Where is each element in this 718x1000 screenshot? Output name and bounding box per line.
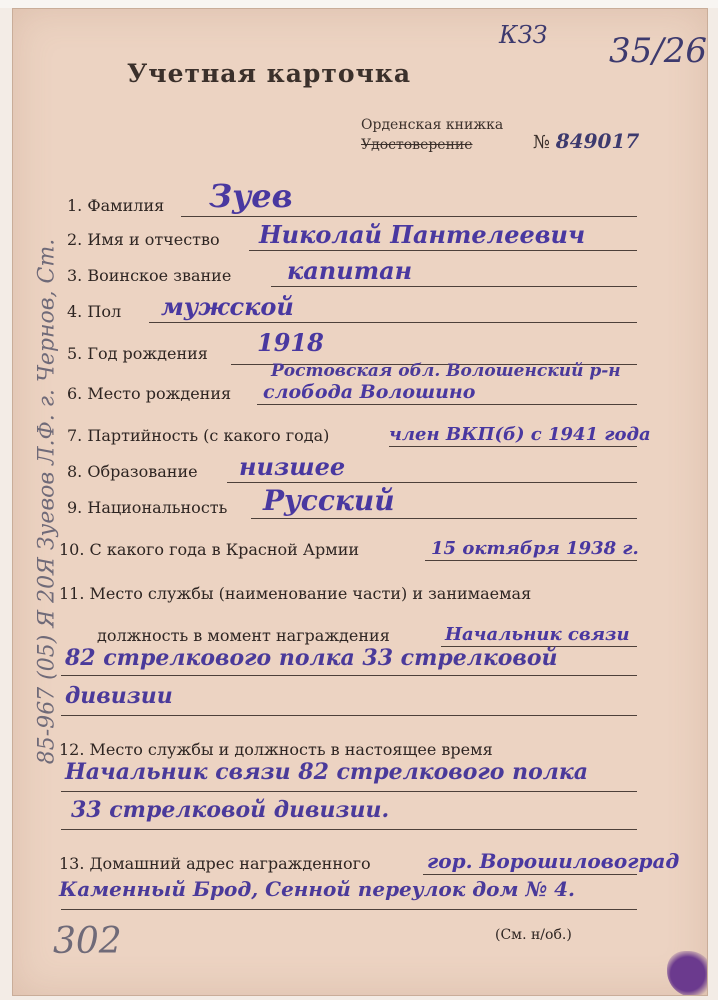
field-label-continued: должность в момент награждения [97, 626, 390, 645]
field-value-line2: Каменный Брод, Сенной переулок дом № 4. [59, 877, 576, 901]
field-label: 6. Место рождения [67, 384, 232, 403]
field-value-line2: 82 стрелкового полка 33 стрелковой [65, 645, 558, 671]
field-service-at-award-line2 [13, 617, 707, 647]
field-rule [249, 250, 637, 251]
field-home-address [13, 845, 707, 875]
ink-stain [667, 951, 708, 996]
field-rule [425, 560, 637, 561]
corner-code: КЗЗ [499, 21, 548, 49]
field-value: 15 октября 1938 г. [431, 538, 639, 559]
field-label: 9. Национальность [67, 498, 228, 517]
field-rule [271, 286, 637, 287]
field-label: 1. Фамилия [67, 196, 165, 215]
field-army-since [13, 531, 707, 561]
field-value: низшее [239, 452, 346, 481]
field-rank [13, 257, 707, 287]
field-label: 11. Место службы (наименование части) и занимаемая [59, 584, 532, 603]
bottom-pencil-mark: 302 [53, 921, 122, 962]
field-value: слобода Волошино [263, 381, 476, 403]
field-rule [227, 482, 637, 483]
card-number [533, 129, 639, 153]
field-birthplace [13, 375, 707, 405]
see-reverse-note: (См. н/об.) [495, 927, 572, 943]
field-rule [61, 715, 637, 716]
field-rule [149, 322, 637, 323]
field-value: Зуев [209, 177, 293, 215]
field-label: 4. Пол [67, 302, 122, 321]
field-value: Начальник связи 82 стрелкового полка [65, 759, 589, 785]
scan-background [0, 0, 718, 8]
field-current-service [13, 731, 707, 761]
side-note: 85-967 (05) Я 20Я Зуевов Л.Ф. г. Чернов, Ст. [34, 238, 60, 765]
field-value: член ВКП(б) с 1941 года [389, 424, 651, 445]
field-value: капитан [287, 256, 413, 285]
field-education [13, 453, 707, 483]
field-rule [61, 791, 637, 792]
field-value: гор. Ворошиловоград [427, 849, 680, 873]
field-value: Начальник связи [445, 624, 630, 645]
field-sex [13, 293, 707, 323]
field-rule [61, 829, 637, 830]
field-value-line3: дивизии [65, 683, 173, 709]
birthplace-region: Ростовская обл. Волошенский р-н [271, 361, 621, 381]
field-label: 13. Домашний адрес награжденного [59, 854, 371, 873]
field-rule [389, 446, 637, 447]
field-party [13, 417, 707, 447]
field-value: мужской [161, 292, 294, 321]
field-value: Русский [263, 484, 395, 517]
field-service-at-award [13, 575, 707, 605]
field-value: Николай Пантелеевич [259, 220, 586, 249]
field-label: 12. Место службы и должность в настоящее время [59, 740, 493, 759]
field-rule [251, 518, 637, 519]
field-name-patronymic [13, 221, 707, 251]
field-value-line2: 33 стрелковой дивизии. [71, 797, 390, 823]
field-rule [61, 675, 637, 676]
field-value: 1918 [257, 328, 324, 357]
card-title: Учетная карточка [127, 59, 412, 88]
field-label: 2. Имя и отчество [67, 230, 220, 249]
field-label: 8. Образование [67, 462, 198, 481]
number-value: 849017 [555, 129, 640, 153]
field-label: 5. Год рождения [67, 344, 208, 363]
order-book-text: Орденская книжка [361, 117, 504, 133]
certificate-struck-text: Удостоверение [361, 137, 473, 153]
field-rule [61, 909, 637, 910]
number-sign: № [533, 132, 551, 153]
record-card [12, 8, 708, 996]
field-label: 3. Воинское звание [67, 266, 232, 285]
order-book-label [361, 117, 503, 153]
field-rule [257, 404, 637, 405]
field-label: 7. Партийность (с какого года) [67, 426, 330, 445]
field-surname [13, 177, 707, 217]
corner-reference: 35/26 [609, 31, 707, 71]
field-nationality [13, 484, 707, 519]
field-label: 10. С какого года в Красной Армии [59, 540, 360, 559]
field-rule [181, 216, 637, 217]
field-rule [423, 874, 637, 875]
